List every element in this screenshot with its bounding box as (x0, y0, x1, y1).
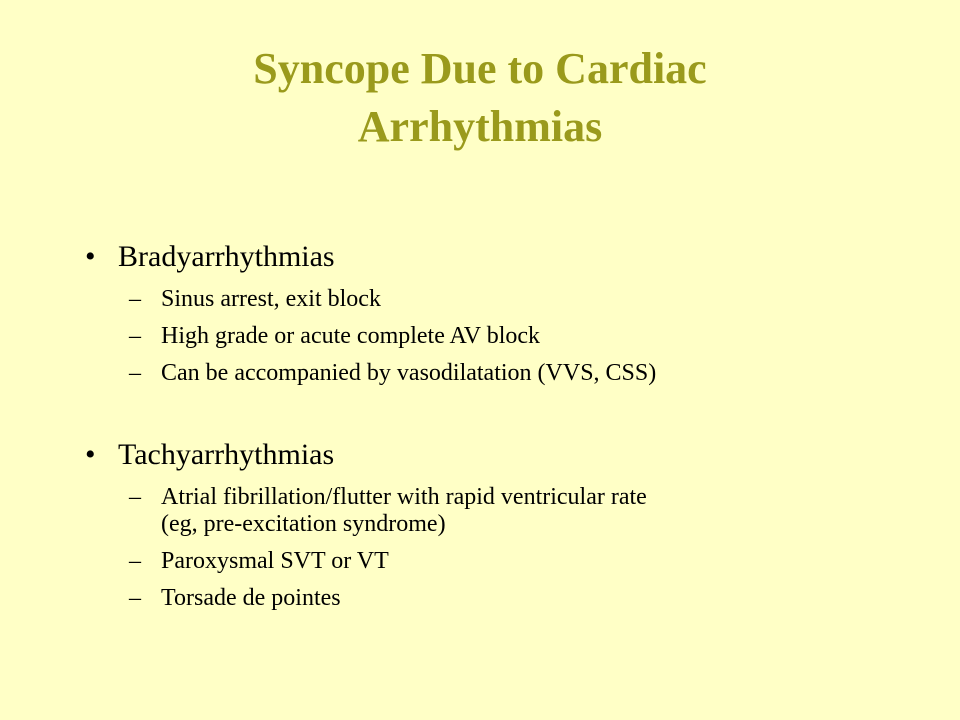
sub-item-text: Can be accompanied by vasodilatation (VVS, CSS) (161, 360, 657, 386)
sub-item-text: Torsade de pointes (161, 585, 341, 611)
slide-title-line-1: Syncope Due to Cardiac (253, 44, 707, 93)
bullet-heading: Tachyarrhythmias (118, 438, 335, 471)
sub-item-text: (eg, pre-excitation syndrome) (161, 511, 446, 537)
dash-icon: – (129, 585, 141, 611)
dash-icon: – (129, 286, 141, 312)
sub-item-text: Sinus arrest, exit block (161, 286, 381, 312)
bullet-icon: • (85, 438, 96, 471)
sub-item-text: High grade or acute complete AV block (161, 323, 541, 349)
sub-item-text: Paroxysmal SVT or VT (161, 548, 389, 574)
bullet-heading: Bradyarrhythmias (118, 240, 335, 273)
dash-icon: – (129, 323, 141, 349)
sub-item-text: Atrial fibrillation/flutter with rapid ventricular rate (161, 484, 647, 510)
slide-title (0, 40, 960, 156)
dash-icon: – (129, 484, 141, 510)
slide-title-line-2: Arrhythmias (357, 102, 603, 151)
dash-icon: – (129, 548, 141, 574)
dash-icon: – (129, 360, 141, 386)
bullet-icon: • (85, 240, 96, 273)
